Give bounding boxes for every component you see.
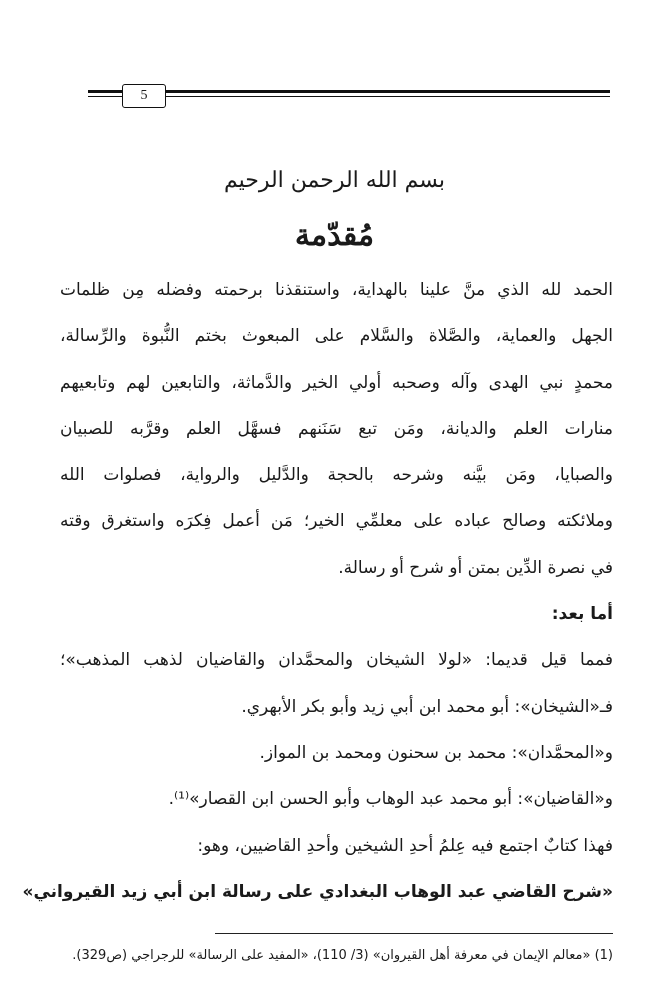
text-line: الحمد لله الذي منَّ علينا بالهداية، واستنقذنا برحمته وفضله مِن ظلمات [60,280,613,300]
text-line: فـ«الشيخان»: أبو محمد ابن أبي زيد وأبو بكر الأبهري. [241,696,613,717]
footnote: (1) «معالم الإيمان في معرفة أهل القيروان» (3/ 110)، «المفيد على الرسالة» للرجراجي (ص329). [72,948,613,963]
text-line: في نصرة الدِّين بمتن أو شرح أو رسالة. [338,557,613,578]
text-line: والصبايا، ومَن بيَّنه وشرحه بالحجة والدَّليل والرواية، فصلوات الله [60,465,613,486]
text-line: و«المحمَّدان»: محمد بن سحنون ومحمد بن المواز. [259,742,613,763]
body-text [22,270,613,918]
text-line: منارات العلم والديانة، ومَن تبع سَنَنهم فسهَّل العلم وقرَّبه للصبيان [60,418,613,439]
text-line: فهذا كتابٌ اجتمع فيه عِلمُ أحدِ الشيخين وأحدِ القاضيين، وهو: [197,835,613,856]
text-line: الجهل والعماية، والصَّلاة والسَّلام على المبعوث بختم النُّبوة والرِّسالة، [60,326,613,347]
text-line: و«القاضيان»: أبو محمد عبد الوهاب وأبو الحسن ابن القصار»⁽¹⁾. [168,789,613,810]
text-line: وملائكته وصالح عباده على معلمِّي الخير؛ مَن أعمل فِكرَه واستغرق وقته [60,511,613,532]
section-heading: أما بعد: [551,604,613,625]
basmala: بسم الله الرحمن الرحيم [223,168,446,193]
header-rule [88,86,610,100]
text-line: فمما قيل قديما: «لولا الشيخان والمحمَّدان والقاضيان لذهب المذهب»؛ [60,650,613,671]
text-line: محمدٍ نبي الهدى وآله وصحبه أولي الخير والدَّماثة، والتابعين لهم وتابعيهم [60,372,613,393]
page-number: 5 [122,84,166,108]
page-title: مُقدّمة [294,218,375,253]
footnote-divider [215,933,613,934]
book-title-line: «شرح القاضي عبد الوهاب البغدادي على رسالة ابن أبي زيد القيرواني» [22,881,613,902]
